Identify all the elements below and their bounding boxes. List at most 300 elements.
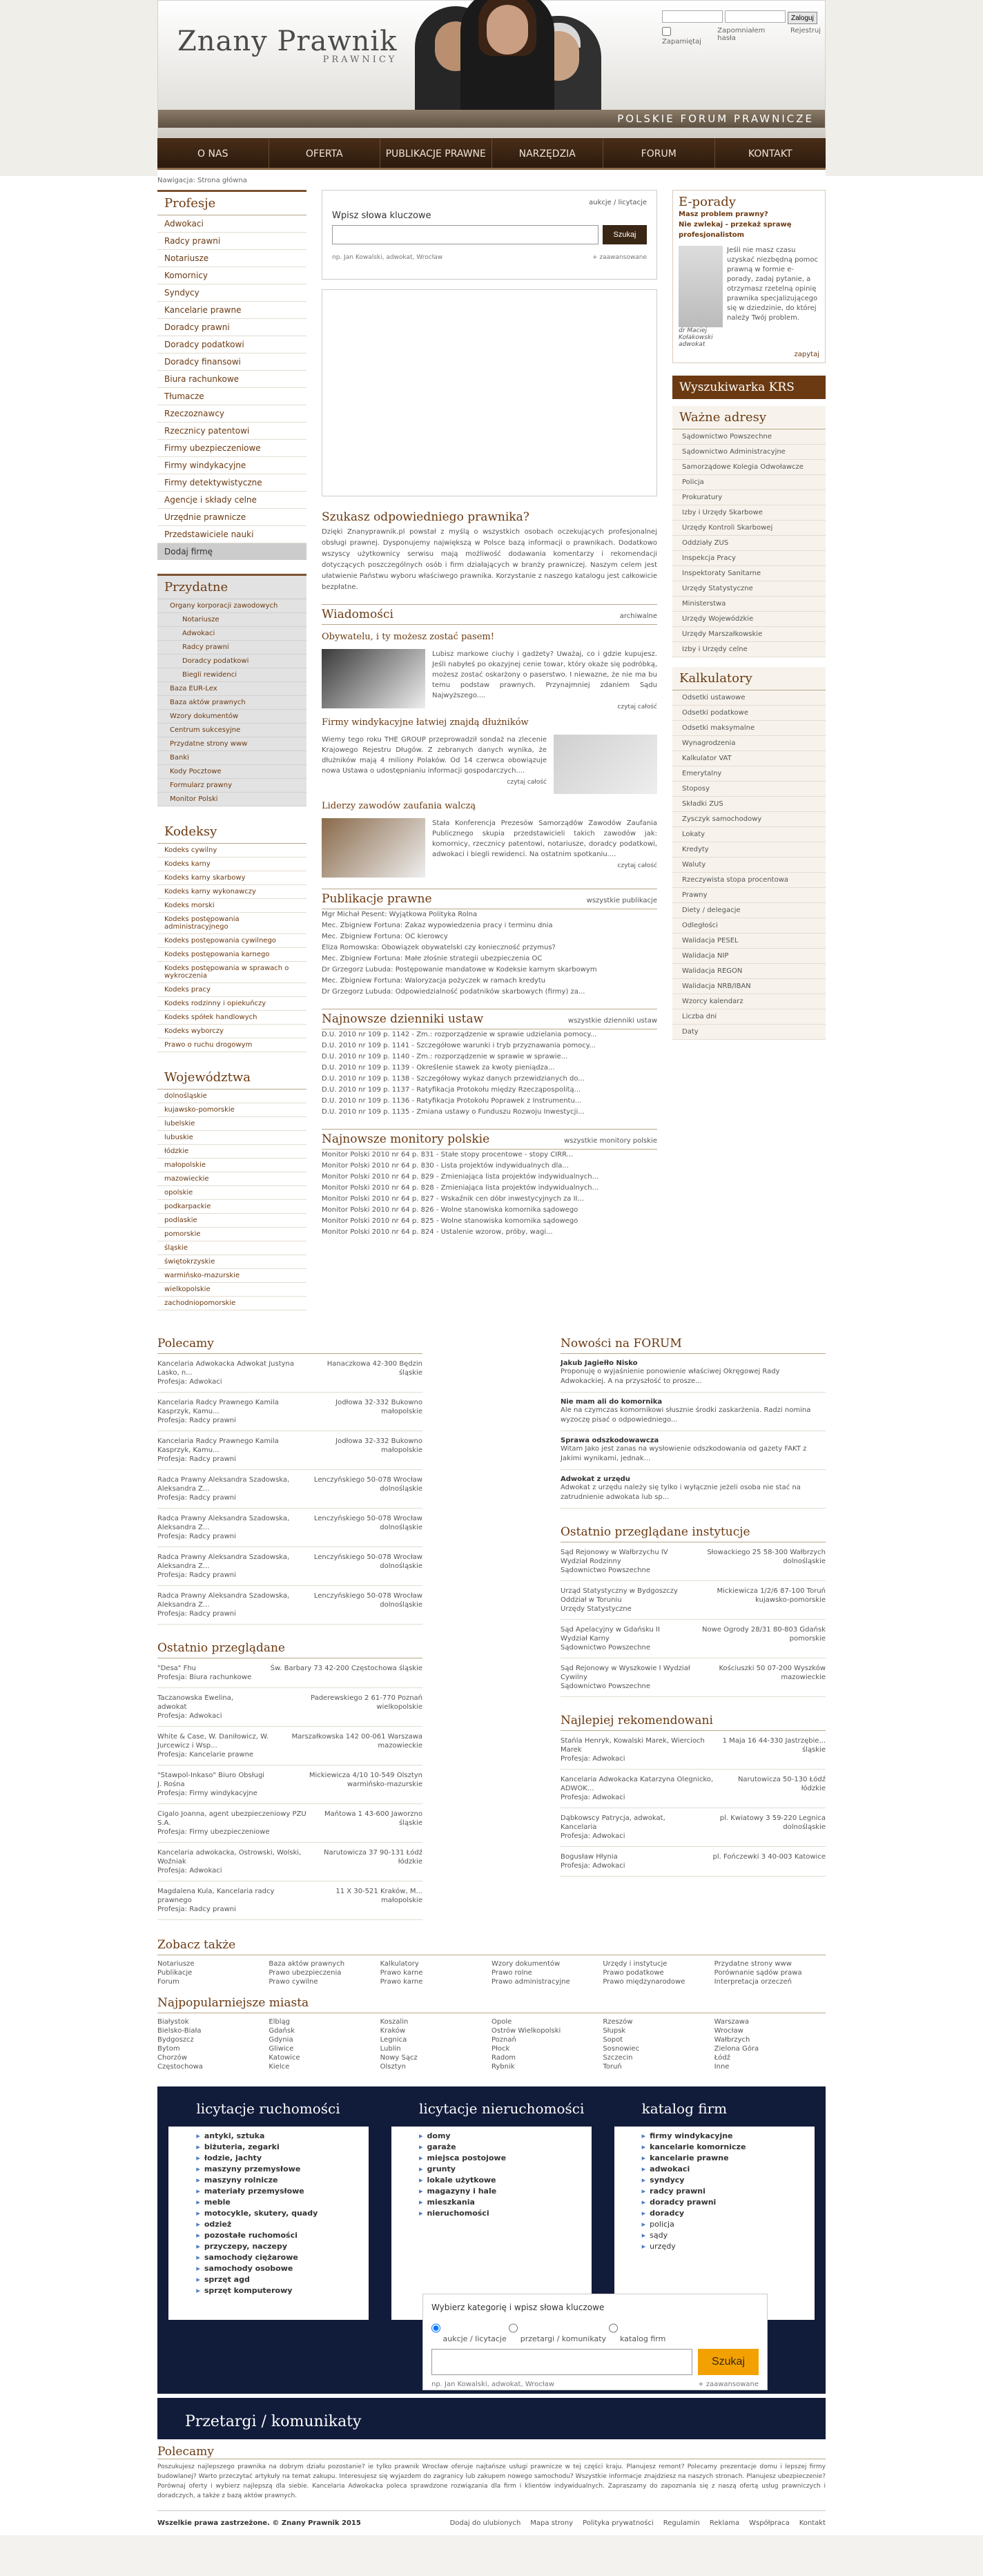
city-link[interactable]: Koszalin [380, 2018, 409, 2026]
auction-category-link[interactable]: ▸ sprzęt agd [196, 2274, 369, 2285]
auction-category-link[interactable]: ▸ firmy windykacyjne [642, 2131, 815, 2142]
auction-category-link[interactable]: ▸ kancelarie prawne [642, 2153, 815, 2164]
profession-link[interactable]: Firmy ubezpieczeniowe [157, 440, 306, 457]
city-link[interactable]: Sosnowiec [603, 2045, 640, 2053]
monitor-link[interactable]: Monitor Polski 2010 nr 64 p. 824 - Ustalenie wzorow, próby, wagi... [322, 1228, 553, 1236]
region-link[interactable]: lubuskie [157, 1131, 306, 1145]
footer-link[interactable]: Mapa strony [530, 2519, 574, 2527]
code-link[interactable]: Kodeks pracy [157, 983, 306, 997]
publication-link[interactable]: Dr Grzegorz Lubuda: Odpowiedzialność podatników skarbowych (firmy) za... [322, 988, 585, 996]
region-link[interactable]: podlaskie [157, 1214, 306, 1228]
journal-link[interactable]: D.U. 2010 nr 109 p. 1137 - Ratyfikacja Protokołu między Rzecząpospolitą... [322, 1086, 581, 1094]
code-link[interactable]: Kodeks spółek handlowych [157, 1011, 306, 1025]
see-also-link[interactable]: Prawo międzynarodowe [603, 1978, 685, 1986]
address-link[interactable]: Policja [672, 475, 826, 490]
news-image[interactable] [322, 818, 425, 878]
footer-link[interactable]: Reklama [709, 2519, 740, 2527]
category-advanced-link[interactable]: + zaawansowane [698, 2381, 759, 2388]
address-link[interactable]: Izby i Urzędy Skarbowe [672, 505, 826, 521]
monitor-link[interactable]: Monitor Polski 2010 nr 64 p. 829 - Zmieniająca lista projektów indywidualnych... [322, 1173, 599, 1181]
calculator-link[interactable]: Wzorcy kalendarz [672, 994, 826, 1009]
address-link[interactable]: Urzędy Marszałkowskie [672, 627, 826, 642]
city-link[interactable]: Lublin [380, 2045, 401, 2053]
auction-category-link[interactable]: ▸ kancelarie komornicze [642, 2142, 815, 2153]
see-also-link[interactable]: Prawo rolne [491, 1969, 532, 1977]
city-link[interactable]: Katowice [269, 2054, 300, 2062]
recommended-entry-name[interactable]: Kancelaria Radcy Prawnego Kamila Kasprzyk, Kamu... [157, 1399, 279, 1415]
calculator-link[interactable]: Składki ZUS [672, 797, 826, 812]
recent-entry[interactable] [157, 1881, 422, 1920]
calculator-link[interactable]: Daty [672, 1025, 826, 1040]
useful-link[interactable]: Kody Pocztowe [157, 765, 306, 779]
forum-post[interactable] [561, 1354, 826, 1393]
calculator-link[interactable]: Walidacja REGON [672, 964, 826, 979]
search-input[interactable] [332, 225, 598, 244]
see-also-link[interactable]: Prawo karne [380, 1978, 423, 1986]
institution-entry-name[interactable]: Sąd Rejonowy w Wyszkowie I Wydział Cywilny [561, 1665, 690, 1681]
profession-link[interactable]: Przedstawiciele nauki [157, 526, 306, 543]
address-link[interactable]: Samorządowe Kolegia Odwoławcze [672, 460, 826, 475]
city-link[interactable]: Szczecin [603, 2054, 633, 2062]
region-link[interactable]: zachodniopomorskie [157, 1297, 306, 1310]
recent-entry[interactable] [157, 1688, 422, 1727]
see-also-link[interactable]: Prawo karne [380, 1969, 423, 1977]
city-link[interactable]: Elbląg [269, 2018, 291, 2026]
forum-post-title[interactable]: Sprawa odszkodowawcza [561, 1437, 659, 1444]
region-link[interactable]: lubelskie [157, 1117, 306, 1131]
useful-link[interactable]: Adwokaci [157, 627, 306, 641]
top-rated-entry[interactable] [561, 1808, 826, 1847]
city-link[interactable]: Radom [491, 2054, 516, 2062]
auction-category-link[interactable]: ▸ pozostałe ruchomości [196, 2230, 369, 2241]
address-link[interactable]: Ministerstwa [672, 597, 826, 612]
see-also-link[interactable]: Wzory dokumentów [491, 1960, 561, 1968]
useful-link[interactable]: Notariusze [157, 613, 306, 627]
radio-auctions[interactable]: aukcje / licytacje [431, 2334, 507, 2343]
address-link[interactable]: Izby i Urzędy celne [672, 642, 826, 657]
profession-link[interactable]: Firmy windykacyjne [157, 457, 306, 474]
news-archive-link[interactable]: archiwalne [619, 612, 657, 620]
forum-post-title[interactable]: Adwokat z urzędu [561, 1475, 630, 1483]
auction-category-link[interactable]: ▸ przyczepy, naczepy [196, 2241, 369, 2252]
auction-category-link[interactable]: ▸ nieruchomości [419, 2208, 592, 2219]
monitor-link[interactable]: Monitor Polski 2010 nr 64 p. 831 - Stałe stopy procentowe - stopy CIRR... [322, 1151, 574, 1159]
recommended-entry[interactable] [157, 1354, 422, 1393]
calculator-link[interactable]: Walidacja NRB/IBAN [672, 979, 826, 994]
city-link[interactable]: Sopot [603, 2036, 623, 2044]
city-link[interactable]: Kraków [380, 2027, 406, 2035]
auction-category-link[interactable]: ▸ meble [196, 2197, 369, 2208]
profession-link[interactable]: Notariusze [157, 250, 306, 267]
radio-catalog[interactable]: katalog firm [609, 2334, 666, 2343]
top-rated-entry[interactable] [561, 1847, 826, 1877]
category-search-input[interactable] [431, 2349, 692, 2375]
region-link[interactable]: mazowieckie [157, 1172, 306, 1186]
city-link[interactable]: Bielsko-Biała [157, 2027, 202, 2035]
calculator-link[interactable]: Odsetki ustawowe [672, 690, 826, 706]
useful-link[interactable]: Monitor Polski [157, 793, 306, 806]
publications-all-link[interactable]: wszystkie publikacje [586, 897, 657, 904]
city-link[interactable]: Warszawa [714, 2018, 750, 2026]
monitor-link[interactable]: Monitor Polski 2010 nr 64 p. 825 - Wolne stanowiska komornika sądowego [322, 1217, 578, 1225]
recommended-entry[interactable] [157, 1586, 422, 1625]
city-link[interactable]: Opole [491, 2018, 512, 2026]
monitor-link[interactable]: Monitor Polski 2010 nr 64 p. 828 - Zmieniająca lista projektów indywidualnych... [322, 1184, 599, 1192]
ask-link[interactable]: zapytaj [794, 351, 819, 358]
publication-link[interactable]: Mec. Zbigniew Fortuna: Zakaz wypowiedzenia pracy i terminu dnia [322, 922, 553, 929]
city-link[interactable]: Częstochowa [157, 2063, 203, 2071]
journal-link[interactable]: D.U. 2010 nr 109 p. 1139 - Określenie stawek za kwoty pieniądza... [322, 1064, 555, 1072]
calculator-link[interactable]: Prawny [672, 888, 826, 903]
see-also-link[interactable]: Kalkulatory [380, 1960, 419, 1968]
category-search-button[interactable]: Szukaj [698, 2349, 759, 2375]
auction-category-link[interactable]: ▸ urzędy [642, 2241, 815, 2252]
auction-category-link[interactable]: ▸ samochody ciężarowe [196, 2252, 369, 2263]
code-link[interactable]: Kodeks postępowania w sprawach o wykroczenia [157, 962, 306, 983]
address-link[interactable]: Sądownictwo Powszechne [672, 429, 826, 445]
auction-category-link[interactable]: ▸ adwokaci [642, 2164, 815, 2175]
publication-link[interactable]: Mec. Zbigniew Fortuna: Małe złośnie strategii ubezpieczenia OC [322, 955, 543, 962]
city-link[interactable]: Rybnik [491, 2063, 515, 2071]
profession-link[interactable]: Urzędnie prawnicze [157, 509, 306, 526]
useful-link[interactable]: Radcy prawni [157, 641, 306, 655]
calculator-link[interactable]: Waluty [672, 858, 826, 873]
region-link[interactable]: opolskie [157, 1186, 306, 1200]
code-link[interactable]: Kodeks karny wykonawczy [157, 885, 306, 899]
profession-link[interactable]: Doradcy prawni [157, 319, 306, 336]
code-link[interactable]: Kodeks postępowania administracyjnego [157, 913, 306, 934]
register-link[interactable]: Rejestruj [790, 27, 821, 35]
region-link[interactable]: warmińsko-mazurskie [157, 1269, 306, 1283]
see-also-link[interactable]: Notariusze [157, 1960, 195, 1968]
region-link[interactable]: dolnośląskie [157, 1090, 306, 1103]
auction-category-link[interactable]: ▸ magazyny i hale [419, 2186, 592, 2197]
recent-entry-name[interactable]: "Desa" Fhu [157, 1665, 196, 1672]
institution-entry[interactable] [561, 1542, 826, 1581]
recent-entry-name[interactable]: Magdalena Kula, Kancelaria radcy prawnego [157, 1888, 275, 1904]
read-more-link[interactable]: czytaj całość [617, 862, 657, 869]
auction-category-link[interactable]: ▸ odzież [196, 2219, 369, 2230]
tenders-banner[interactable]: Przetargi / komunikaty [157, 2394, 826, 2439]
monitory-all-link[interactable]: wszystkie monitory polskie [564, 1137, 657, 1145]
nav-item[interactable]: PUBLIKACJE PRAWNE [380, 138, 492, 168]
forum-post[interactable] [561, 1470, 826, 1509]
useful-link[interactable]: Baza aktów prawnych [157, 696, 306, 710]
remember-checkbox[interactable] [662, 27, 712, 46]
profession-link[interactable]: Doradcy finansowi [157, 354, 306, 371]
address-link[interactable]: Urzędy Statystyczne [672, 581, 826, 597]
city-link[interactable]: Gdańsk [269, 2027, 295, 2035]
institution-entry[interactable] [561, 1620, 826, 1658]
publication-link[interactable]: Eliza Romowska: Obowiązek obywatelski czy konieczność przymus? [322, 944, 556, 951]
footer-link[interactable]: Współpraca [749, 2519, 790, 2527]
city-link[interactable]: Wrocław [714, 2027, 743, 2035]
calculator-link[interactable]: Lokaty [672, 827, 826, 842]
profession-link[interactable]: Radcy prawni [157, 233, 306, 250]
recommended-entry[interactable] [157, 1547, 422, 1586]
useful-link[interactable]: Baza EUR-Lex [157, 682, 306, 696]
see-also-link[interactable]: Baza aktów prawnych [269, 1960, 345, 1968]
city-link[interactable]: Białystok [157, 2018, 189, 2026]
profession-link[interactable]: Doradcy podatkowi [157, 336, 306, 354]
footer-link[interactable]: Polityka prywatności [583, 2519, 654, 2527]
useful-link[interactable]: Organy korporacji zawodowych [157, 599, 306, 613]
forum-post-title[interactable]: Jakub Jagiełło Nisko [561, 1359, 638, 1367]
see-also-link[interactable]: Interpretacja orzeczeń [714, 1978, 792, 1986]
auction-category-link[interactable]: ▸ maszyny przemysłowe [196, 2164, 369, 2175]
recommended-entry-name[interactable]: Radca Prawny Aleksandra Szadowska, Aleksandra Z... [157, 1553, 290, 1570]
city-link[interactable]: Poznań [491, 2036, 516, 2044]
address-link[interactable]: Urzędy Wojewódzkie [672, 612, 826, 627]
search-button[interactable]: Szukaj [603, 225, 647, 244]
see-also-link[interactable]: Prawo cywilne [269, 1978, 318, 1986]
recommended-entry-name[interactable]: Radca Prawny Aleksandra Szadowska, Aleksandra Z... [157, 1476, 290, 1493]
auction-category-link[interactable]: ▸ antyki, sztuka [196, 2131, 369, 2142]
top-rated-entry-name[interactable]: Kancelaria Adwokacka Katarzyna Olegnicko, ADWOK... [561, 1776, 714, 1792]
calculator-link[interactable]: Odległości [672, 918, 826, 933]
auction-category-link[interactable]: ▸ doradcy [642, 2208, 815, 2219]
profession-link[interactable]: Kancelarie prawne [157, 302, 306, 319]
journal-link[interactable]: D.U. 2010 nr 109 p. 1140 - Zm.: rozporządzenie w sprawie w sprawie... [322, 1053, 568, 1061]
city-link[interactable]: Zielona Góra [714, 2045, 759, 2053]
login-field[interactable] [662, 10, 723, 23]
region-link[interactable]: małopolskie [157, 1159, 306, 1172]
auction-category-link[interactable]: ▸ garaże [419, 2142, 592, 2153]
recent-entry-name[interactable]: Taczanowska Ewelina, adwokat [157, 1694, 234, 1711]
password-field[interactable] [725, 10, 786, 23]
journal-link[interactable]: D.U. 2010 nr 109 p. 1136 - Ratyfikacja Protokołu Poprawek z Instrumentu... [322, 1097, 582, 1105]
read-more-link[interactable]: czytaj całość [507, 779, 547, 786]
profession-link[interactable]: Rzecznicy patentowi [157, 423, 306, 440]
recent-entry[interactable] [157, 1843, 422, 1881]
auction-category-link[interactable]: ▸ materiały przemysłowe [196, 2186, 369, 2197]
footer-link[interactable]: Dodaj do ulubionych [449, 2519, 521, 2527]
publication-link[interactable]: Mgr Michał Pesent: Wyjątkowa Polityka Rolna [322, 911, 478, 918]
krs-search-button[interactable]: Wyszukiwarka KRS [672, 376, 826, 399]
code-link[interactable]: Kodeks postępowania cywilnego [157, 934, 306, 948]
recent-entry-name[interactable]: White & Case, W. Daniłowicz, W. Jurcewicz i Wsp... [157, 1733, 269, 1750]
city-link[interactable]: Bydgoszcz [157, 2036, 194, 2044]
address-link[interactable]: Inspektoraty Sanitarne [672, 566, 826, 581]
city-link[interactable]: Płock [491, 2045, 510, 2053]
recommended-entry[interactable] [157, 1509, 422, 1547]
calculator-link[interactable]: Walidacja NIP [672, 949, 826, 964]
recent-entry[interactable] [157, 1658, 422, 1688]
useful-link[interactable]: Banki [157, 751, 306, 765]
code-link[interactable]: Kodeks karny skarbowy [157, 871, 306, 885]
address-link[interactable]: Prokuratury [672, 490, 826, 505]
recent-entry-name[interactable]: Cigalo Joanna, agent ubezpieczeniowy PZU S.A. [157, 1810, 306, 1827]
forum-post[interactable] [561, 1393, 826, 1431]
auction-category-title[interactable]: licytacje nieruchomości [418, 2100, 585, 2117]
profession-link[interactable]: Agencje i składy celne [157, 492, 306, 509]
nav-item[interactable]: KONTAKT [748, 148, 792, 159]
see-also-link[interactable]: Forum [157, 1978, 179, 1986]
read-more-link[interactable]: czytaj całość [617, 704, 657, 710]
top-rated-entry-name[interactable]: Stańla Henryk, Kowalski Marek, Wiercioch Marek [561, 1737, 705, 1754]
news-item-title[interactable]: Liderzy zawodów zaufania walczą [322, 801, 476, 811]
see-also-link[interactable]: Prawo ubezpieczenia [269, 1969, 342, 1977]
auction-category-link[interactable]: ▸ mieszkania [419, 2197, 592, 2208]
recent-entry-name[interactable]: "Stawpol-Inkaso" Biuro Obsługi J. Rośna [157, 1772, 265, 1788]
profession-link[interactable]: Adwokaci [157, 215, 306, 233]
monitor-link[interactable]: Monitor Polski 2010 nr 64 p. 827 - Wskaźnik cen dóbr inwestycyjnych za II... [322, 1195, 585, 1203]
recommended-entry-name[interactable]: Radca Prawny Aleksandra Szadowska, Aleksandra Z... [157, 1515, 290, 1531]
forum-post[interactable] [561, 1431, 826, 1470]
recent-entry[interactable] [157, 1727, 422, 1765]
region-link[interactable]: wielkopolskie [157, 1283, 306, 1297]
code-link[interactable]: Kodeks rodzinny i opiekuńczy [157, 997, 306, 1011]
see-also-link[interactable]: Publikacje [157, 1969, 193, 1977]
city-link[interactable]: Wałbrzych [714, 2036, 750, 2044]
calculator-link[interactable]: Kredyty [672, 842, 826, 858]
site-logo[interactable] [177, 26, 397, 65]
journal-link[interactable]: D.U. 2010 nr 109 p. 1141 - Szczegółowe warunki i tryb przyznawania pomocy... [322, 1042, 596, 1049]
city-link[interactable]: Gliwice [269, 2045, 294, 2053]
calculator-link[interactable]: Stoposy [672, 782, 826, 797]
city-link[interactable]: Ostrów Wielkopolski [491, 2027, 561, 2035]
auction-category-link[interactable]: ▸ doradcy prawni [642, 2197, 815, 2208]
city-link[interactable]: Toruń [603, 2063, 622, 2071]
auction-category-link[interactable]: ▸ motocykle, skutery, quady [196, 2208, 369, 2219]
address-link[interactable]: Sądownictwo Administracyjne [672, 445, 826, 460]
auction-category-link[interactable]: ▸ samochody osobowe [196, 2263, 369, 2274]
city-link[interactable]: Słupsk [603, 2027, 626, 2035]
auction-category-link[interactable]: ▸ policja [642, 2219, 815, 2230]
top-rated-entry[interactable] [561, 1731, 826, 1770]
code-link[interactable]: Kodeks cywilny [157, 844, 306, 858]
calculator-link[interactable]: Walidacja PESEL [672, 933, 826, 949]
journal-link[interactable]: D.U. 2010 nr 109 p. 1138 - Szczegółowy wykaz danych przewidzianych do... [322, 1075, 585, 1083]
auction-category-link[interactable]: ▸ radcy prawni [642, 2186, 815, 2197]
profession-link[interactable]: Biura rachunkowe [157, 371, 306, 388]
city-link[interactable]: Łódź [714, 2054, 730, 2062]
region-link[interactable]: świętokrzyskie [157, 1255, 306, 1269]
recommended-entry[interactable] [157, 1470, 422, 1509]
auction-category-link[interactable]: ▸ domy [419, 2131, 592, 2142]
auction-category-link[interactable]: ▸ maszyny rolnicze [196, 2175, 369, 2186]
recommended-entry-name[interactable]: Kancelaria Adwokacka Adwokat Justyna Lasko, n... [157, 1360, 295, 1377]
useful-link[interactable]: Doradcy podatkowi [157, 655, 306, 668]
recent-entry[interactable] [157, 1765, 422, 1804]
region-link[interactable]: kujawsko-pomorskie [157, 1103, 306, 1117]
radio-tenders[interactable]: przetargi / komunikaty [509, 2334, 606, 2343]
top-rated-entry-name[interactable]: Bogusław Hłynia [561, 1853, 618, 1861]
news-item-title[interactable]: Firmy windykacyjne łatwiej znajdą dłużników [322, 717, 529, 728]
news-item-title[interactable]: Obywatelu, i ty możesz zostać pasem! [322, 632, 494, 642]
forgot-link[interactable]: Zapomniałem hasła [717, 27, 766, 42]
see-also-link[interactable]: Prawo administracyjne [491, 1978, 570, 1986]
calculator-link[interactable]: Liczba dni [672, 1009, 826, 1025]
city-link[interactable]: Rzeszów [603, 2018, 633, 2026]
see-also-link[interactable]: Prawo podatkowe [603, 1969, 664, 1977]
institution-entry[interactable] [561, 1658, 826, 1697]
useful-link[interactable]: Centrum sukcesyjne [157, 724, 306, 737]
top-rated-entry[interactable] [561, 1770, 826, 1808]
publication-link[interactable]: Mec. Zbigniew Fortuna: OC kierowcy [322, 933, 448, 940]
region-link[interactable]: śląskie [157, 1241, 306, 1255]
add-company-button[interactable]: Dodaj firmę [157, 543, 306, 560]
region-link[interactable]: pomorskie [157, 1228, 306, 1241]
calculator-link[interactable]: Zysczyk samochodowy [672, 812, 826, 827]
nav-item[interactable]: FORUM [603, 138, 715, 168]
top-rated-entry-name[interactable]: Dąbkowscy Patrycja, adwokat, Kancelaria [561, 1814, 665, 1831]
code-link[interactable]: Kodeks karny [157, 858, 306, 871]
auction-category-link[interactable]: ▸ sądy [642, 2230, 815, 2241]
code-link[interactable]: Kodeks wyborczy [157, 1025, 306, 1038]
nav-item[interactable]: OFERTA [269, 138, 381, 168]
see-also-link[interactable]: Przydatne strony www [714, 1960, 792, 1968]
address-link[interactable]: Urzędy Kontroli Skarbowej [672, 521, 826, 536]
journal-link[interactable]: D.U. 2010 nr 109 p. 1142 - Zm.: rozporządzenie w sprawie udzielania pomocy... [322, 1031, 597, 1038]
journal-link[interactable]: D.U. 2010 nr 109 p. 1135 - Zmiana ustawy o Funduszu Rozwoju Inwestycji... [322, 1108, 585, 1116]
monitor-link[interactable]: Monitor Polski 2010 nr 64 p. 830 - Lista projektów indywidualnych dla... [322, 1162, 569, 1170]
useful-link[interactable]: Biegli rewidenci [157, 668, 306, 682]
auction-category-link[interactable]: ▸ biżuteria, zegarki [196, 2142, 369, 2153]
profession-link[interactable]: Tłumacze [157, 388, 306, 405]
advanced-search-link[interactable]: + zaawansowane [592, 254, 647, 261]
auction-category-link[interactable]: ▸ miejsca postojowe [419, 2153, 592, 2164]
login-button[interactable]: Zaloguj [788, 12, 817, 24]
recommended-entry-name[interactable]: Kancelaria Radcy Prawnego Kamila Kasprzyk, Kamu... [157, 1437, 279, 1454]
profession-link[interactable]: Rzeczoznawcy [157, 405, 306, 423]
auction-category-link[interactable]: ▸ sprzęt komputerowy [196, 2285, 369, 2296]
city-link[interactable]: Gdynia [269, 2036, 293, 2044]
city-link[interactable]: Chorzów [157, 2054, 188, 2062]
nav-item[interactable]: NARZĘDZIA [492, 138, 604, 168]
calculator-link[interactable]: Odsetki podatkowe [672, 706, 826, 721]
recent-entry[interactable] [157, 1804, 422, 1843]
useful-link[interactable]: Formularz prawny [157, 779, 306, 793]
auction-category-link[interactable]: ▸ łodzie, jachty [196, 2153, 369, 2164]
nav-item[interactable]: O NAS [157, 138, 269, 168]
profession-link[interactable]: Firmy detektywistyczne [157, 474, 306, 492]
city-link[interactable]: Inne [714, 2063, 730, 2071]
useful-link[interactable]: Przydatne strony www [157, 737, 306, 751]
useful-link[interactable]: Wzory dokumentów [157, 710, 306, 724]
calculator-link[interactable]: Odsetki maksymalne [672, 721, 826, 736]
city-link[interactable]: Bytom [157, 2045, 180, 2053]
profession-link[interactable]: Syndycy [157, 284, 306, 302]
news-image[interactable] [554, 735, 657, 794]
recent-entry-name[interactable]: Kancelaria adwokacka, Ostrowski, Wolski, Woźniak [157, 1849, 302, 1866]
publication-link[interactable]: Dr Grzegorz Lubuda: Postępowanie mandatowe w Kodeksie karnym skarbowym [322, 966, 597, 974]
auction-category-title[interactable]: licytacje ruchomości [196, 2100, 340, 2117]
institution-entry-name[interactable]: Sąd Rejonowy w Wałbrzychu IV Wydział Rodzinny [561, 1549, 668, 1565]
code-link[interactable]: Kodeks postępowania karnego [157, 948, 306, 962]
profession-link[interactable]: Komornicy [157, 267, 306, 284]
recommended-entry[interactable] [157, 1393, 422, 1431]
search-mode-link[interactable]: aukcje / licytacje [589, 199, 647, 206]
address-link[interactable]: Oddziały ZUS [672, 536, 826, 551]
recommended-entry-name[interactable]: Radca Prawny Aleksandra Szadowska, Aleksandra Z... [157, 1592, 290, 1609]
auction-category-link[interactable]: ▸ grunty [419, 2164, 592, 2175]
address-link[interactable]: Inspekcja Pracy [672, 551, 826, 566]
code-link[interactable]: Prawo o ruchu drogowym [157, 1038, 306, 1052]
monitor-link[interactable]: Monitor Polski 2010 nr 64 p. 826 - Wolne stanowiska komornika sądowego [322, 1206, 578, 1214]
region-link[interactable]: łódzkie [157, 1145, 306, 1159]
city-link[interactable]: Olsztyn [380, 2063, 406, 2071]
region-link[interactable]: podkarpackie [157, 1200, 306, 1214]
footer-link[interactable]: Regulamin [663, 2519, 700, 2527]
news-image[interactable] [322, 649, 425, 708]
city-link[interactable]: Kielce [269, 2063, 290, 2071]
see-also-link[interactable]: Porównanie sądów prawa [714, 1969, 802, 1977]
footer-link[interactable]: Kontakt [799, 2519, 826, 2527]
calculator-link[interactable]: Wynagrodzenia [672, 736, 826, 751]
institution-entry-name[interactable]: Sąd Apelacyjny w Gdańsku II Wydział Karny [561, 1626, 660, 1643]
calculator-link[interactable]: Emerytalny [672, 766, 826, 782]
